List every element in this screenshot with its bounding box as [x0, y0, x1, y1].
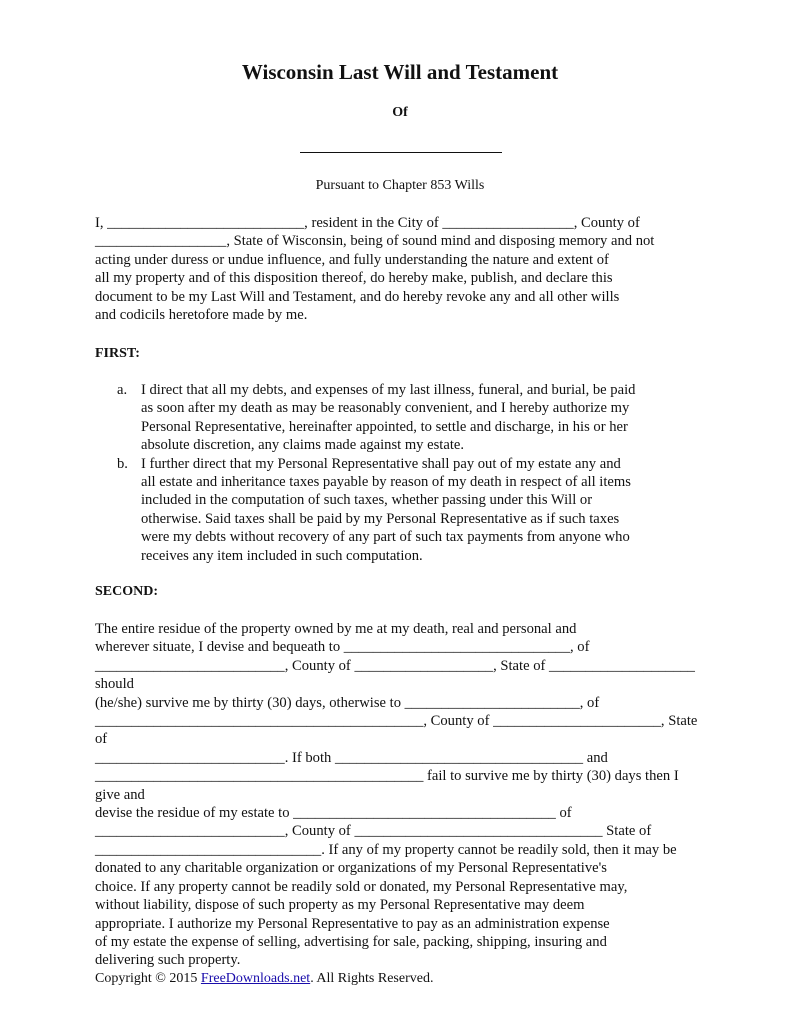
second-line: The entire residue of the property owned by me at my death, real and personal and	[95, 621, 577, 637]
second-line: of my estate the expense of selling, advertising for sale, packing, shipping, insuring and	[95, 933, 607, 950]
second-line: choice. If any property cannot be readily sold or donated, my Personal Representative may,	[95, 878, 628, 895]
of-label: Of	[392, 105, 408, 120]
second-paragraph	[95, 620, 707, 970]
intro-line: __________________, State of Wisconsin, being of sound mind and disposing memory and not	[95, 233, 655, 250]
first-heading: FIRST:	[95, 346, 140, 361]
second-line: appropriate. I authorize my Personal Representative to pay as an administration expense	[95, 915, 610, 932]
freedownloads-link[interactable]: FreeDownloads.net	[200, 971, 311, 986]
list-item-line: I direct that all my debts, and expenses of my last illness, funeral, and burial, be paid	[141, 382, 636, 398]
copyright-prefix: Copyright © 2015	[95, 971, 201, 986]
document-title: Wisconsin Last Will and Testament	[241, 60, 559, 84]
intro-paragraph	[95, 214, 707, 324]
list-item-line: otherwise. Said taxes shall be paid by my Personal Representative as if such taxes	[141, 510, 620, 527]
second-line: __________________________, County of ___________________, State of ____________________ should	[95, 657, 695, 693]
second-heading: SECOND:	[95, 584, 159, 599]
second-line: without liability, dispose of such property as my Personal Representative may deem	[95, 897, 585, 914]
copyright-footer	[95, 971, 433, 987]
intro-line: all my property and of this disposition thereof, do hereby make, publish, and declare this	[95, 270, 613, 287]
intro-line: I, ___________________________, resident in the City of __________________, County of	[95, 215, 640, 231]
first-list	[95, 381, 707, 565]
second-line: _____________________________________________, County of _______________________, State of	[95, 713, 698, 748]
second-line: _____________________________________________ fail to survive me by thirty (30) days then I give and	[95, 768, 679, 803]
intro-line: and codicils heretofore made by me.	[95, 307, 308, 324]
list-item-line: were my debts without recovery of any part of such tax payments from anyone who	[141, 529, 630, 546]
second-line: __________________________. If both __________________________________ and	[95, 749, 608, 766]
list-item	[95, 455, 707, 565]
list-marker: b.	[117, 455, 128, 472]
list-marker: a.	[117, 382, 128, 398]
second-line: _______________________________. If any of my property cannot be readily sold, then it may be	[95, 841, 677, 858]
intro-line: document to be my Last Will and Testament, and do hereby revoke any and all other wills	[95, 288, 620, 305]
list-item-line: included in the computation of such taxes, whether passing under this Will or	[141, 492, 593, 509]
list-item-line: I further direct that my Personal Representative shall pay out of my estate any and	[141, 455, 621, 472]
testator-name-line	[300, 152, 502, 153]
list-item-line: absolute discretion, any claims made against my estate.	[141, 437, 464, 454]
second-line: (he/she) survive me by thirty (30) days, otherwise to ________________________, of	[95, 694, 600, 711]
list-item-line: Personal Representative, hereinafter appointed, to settle and discharge, in his or her	[141, 418, 628, 435]
second-line: wherever situate, I devise and bequeath to _______________________________, of	[95, 639, 590, 656]
second-line: donated to any charitable organization or organizations of my Personal Representative's	[95, 860, 607, 877]
list-item-line: as soon after my death as may be reasonably convenient, and I hereby authorize my	[141, 400, 630, 417]
list-item	[95, 381, 707, 455]
list-item-line: receives any item included in such computation.	[141, 547, 423, 564]
list-item-line: all estate and inheritance taxes payable by reason of my death in respect of all items	[141, 474, 631, 491]
intro-line: acting under duress or undue influence, and fully understanding the nature and extent of	[95, 251, 609, 268]
second-line: devise the residue of my estate to ____________________________________ of	[95, 805, 572, 822]
second-line: __________________________, County of __________________________________ State of	[95, 823, 652, 840]
pursuant-subtitle: Pursuant to Chapter 853 Wills	[315, 178, 485, 193]
second-line: delivering such property.	[95, 952, 241, 969]
copyright-suffix: . All Rights Reserved.	[310, 971, 434, 986]
